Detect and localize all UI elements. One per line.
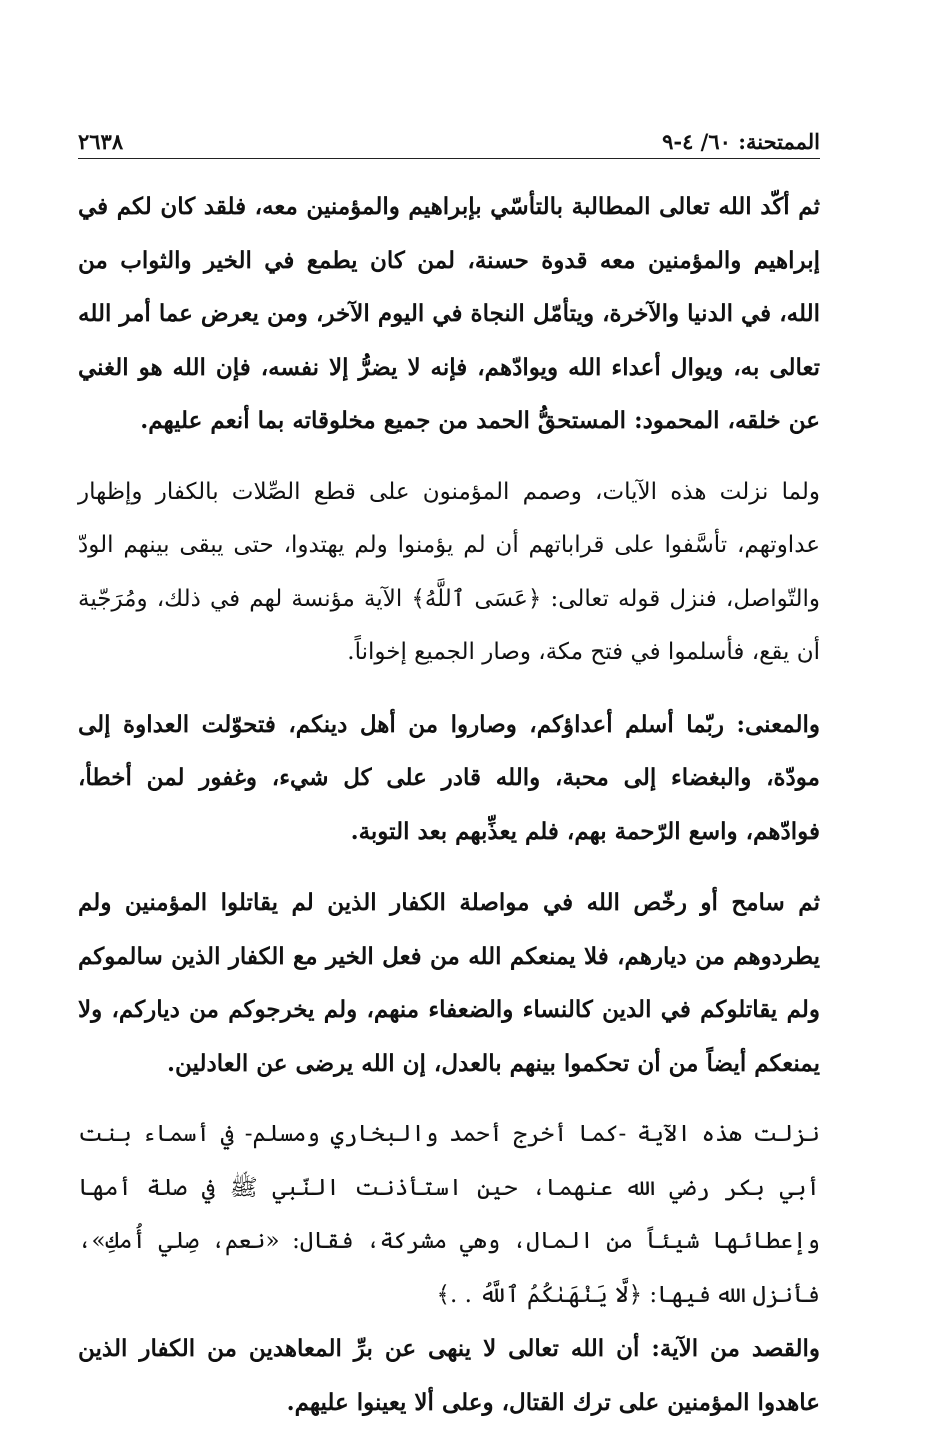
page-number: ٢٦٣٨ (78, 129, 124, 154)
page-body (78, 180, 820, 1447)
paragraph-occasion-2: نزلت هذه الآية -كما أخرج أحمد والبخاري ومسلم- في أسماء بنت أبي بكر رضي الله عنهما، حين استأذنت النّبي ﷺ في صلة أمها وإعطائها شيئاً من المال، وهي مشركة، فقال: «نعم، صِلي أُمكِ»، فأنزل الله فيها: ﴿لَّا يَنْهَىٰكُمُ ٱللَّهُ . .﴾ (78, 1121, 820, 1308)
paragraph-tafsir-2: ثم سامح أو رخّص الله في مواصلة الكفار الذين لم يقاتلوا المؤمنين ولم يطردوهم من ديارهم، فلا يمنعكم الله من فعل الخير مع الكفار الذين سالموكم ولم يقاتلوكم في الدين كالنساء والضعفاء منهم، ولم يخرجوكم من دياركم، ولا يمنعكم أيضاً من أن تحكموا بينهم بالعدل، إن الله يرضى عن العادلين. (78, 889, 820, 1077)
paragraph-occasion-1: ولما نزلت هذه الآيات، وصمم المؤمنون على قطع الصِّلات بالكفار وإظهار عداوتهم، تأسَّفوا على قراباتهم أن لم يؤمنوا ولم يهتدوا، حتى يبقى بينهم الودّ والتّواصل، فنزل قوله تعالى: ﴿عَسَى ٱللَّهُ﴾ الآية مؤنسة لهم في ذلك، ومُرَجّية أن يقع، فأسلموا في فتح مكة، وصار الجميع إخواناً. (78, 478, 820, 665)
surah-reference: الممتحنة: ٦٠/ ٤-٩ (662, 129, 820, 154)
paragraph-purpose: والقصد من الآية: أن الله تعالى لا ينهى عن برِّ المعاهدين من الكفار الذين عاهدوا المؤمنين على ترك القتال، وعلى ألا يعينوا عليهم. (78, 1335, 820, 1416)
header-divider (78, 158, 820, 159)
paragraph-meaning: والمعنى: ربّما أسلم أعداؤكم، وصاروا من أهل دينكم، فتحوّلت العداوة إلى مودّة، والبغضاء إلى محبة، والله قادر على كل شيء، وغفور لمن أخطأ، فوادّهم، واسع الرّحمة بهم، فلم يعذِّبهم بعد التوبة. (78, 710, 820, 845)
page-header (78, 118, 820, 154)
paragraph-tafsir-1: ثم أكّد الله تعالى المطالبة بالتأسّي بإبراهيم والمؤمنين معه، فلقد كان لكم في إبراهيم والمؤمنين معه قدوة حسنة، لمن كان يطمع في الخير والثواب من الله، في الدنيا والآخرة، ويتأمّل النجاة في اليوم الآخر، ومن يعرض عما أمر الله تعالى به، ويوال أعداء الله ويوادّهم، فإنه لا يضرُّ إلا نفسه، فإن الله هو الغني عن خلقه، المحمود: المستحقُّ الحمد من جميع مخلوقاته بما أنعم عليهم. (78, 193, 820, 434)
